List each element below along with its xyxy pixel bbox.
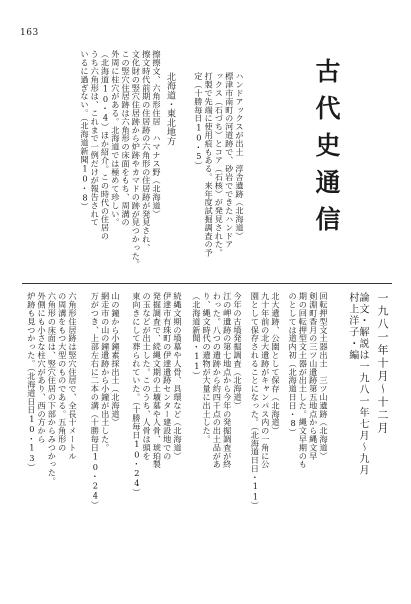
article-column: 続縄文期の墳墓や人骨、具環など（北海道） 伊達市有珠町の伊達遺跡センター建設地での 発掘調査で、続縄文期の土壙墓や人骨、琥珀製 の玉などが出土した。このうち、人骨は頭を 東向きにして葬られていた。（十勝毎日10・24）	[131, 292, 183, 497]
article-column: 六角形住居跡は竪穴住居で、全長十メートル の周溝をもつ大型のものである。五角形の 六角形の床面は、竪穴住居の下部からみつかった。 外側にも小さな柱穴があり、西の方から 炉跡も見つかった。（北海道日日10・13）	[26, 292, 78, 486]
article-column: 山の鐘から小鐘素採出土（北海道） 網走市の山の鐘遺跡から小鐘が出土した。 万がつき、上部左右に二本の溝（十勝毎日10・24）	[90, 292, 121, 510]
issue-date: 一九八一年十月〜十二月	[376, 292, 389, 435]
article-column: 擦擦文、六角形住居 ハマナス野（北海道） 擦文時代前期の住居跡の六角形の住居跡が発見され、 文化財の竪穴住居跡から炉跡やカマドの跡が見つかった。 この竪穴住居跡は六角形の床面をもち、周溝の 外周に柱穴がある。北海道では極めて珍しい。 （北海道10・4）ほか紹介。この時代の住居の うち六角形は、これまで一例だけが報告されて いるに過ぎない。（北海道新聞10・8）	[79, 50, 162, 269]
article-column: 北大遺跡、公園として保存（北海道） 九十年前の北大遺跡がキャンパス内の一角に公 園として保存されることになった。（北海道日日・11）	[250, 292, 281, 510]
section-headline: 論文・解説は一九八一年七月〜九月 村上洋子・編	[346, 292, 368, 476]
top-divider	[22, 283, 392, 284]
article-column: ハンドアックスが出土 淳舎遺跡（北海道） 標津市南町の河道跡で、砂岩でできたハンドア ックス（石づち）とコア（石核）が発見された。 打製で先端に使用痕もある。来年度試掘調査の予 定（十勝毎日10・5）	[193, 72, 245, 257]
page-title: 古代史通信	[312, 58, 341, 243]
page-number: 163	[20, 28, 39, 38]
article-column: 今年の古墳発掘調査（北海道） 江の岬遺跡の第七地点から今年の発掘調査が終 わった。八つの遺跡から約四千点の出土品があ り、縄文時代の遺物が大量に出土した。 （北海道新聞・11）	[191, 292, 243, 469]
article-column: 回転押型文土器出土 三ツ山遺跡（北海道） 剣淵町香月の三ツ山遺跡第五地点から縄文早 期の回転押型文土器が出土した。縄文早期のも のとしては道内初（北海道日日・8）	[288, 292, 329, 469]
region-heading: 北海道・東北地方	[165, 72, 175, 146]
